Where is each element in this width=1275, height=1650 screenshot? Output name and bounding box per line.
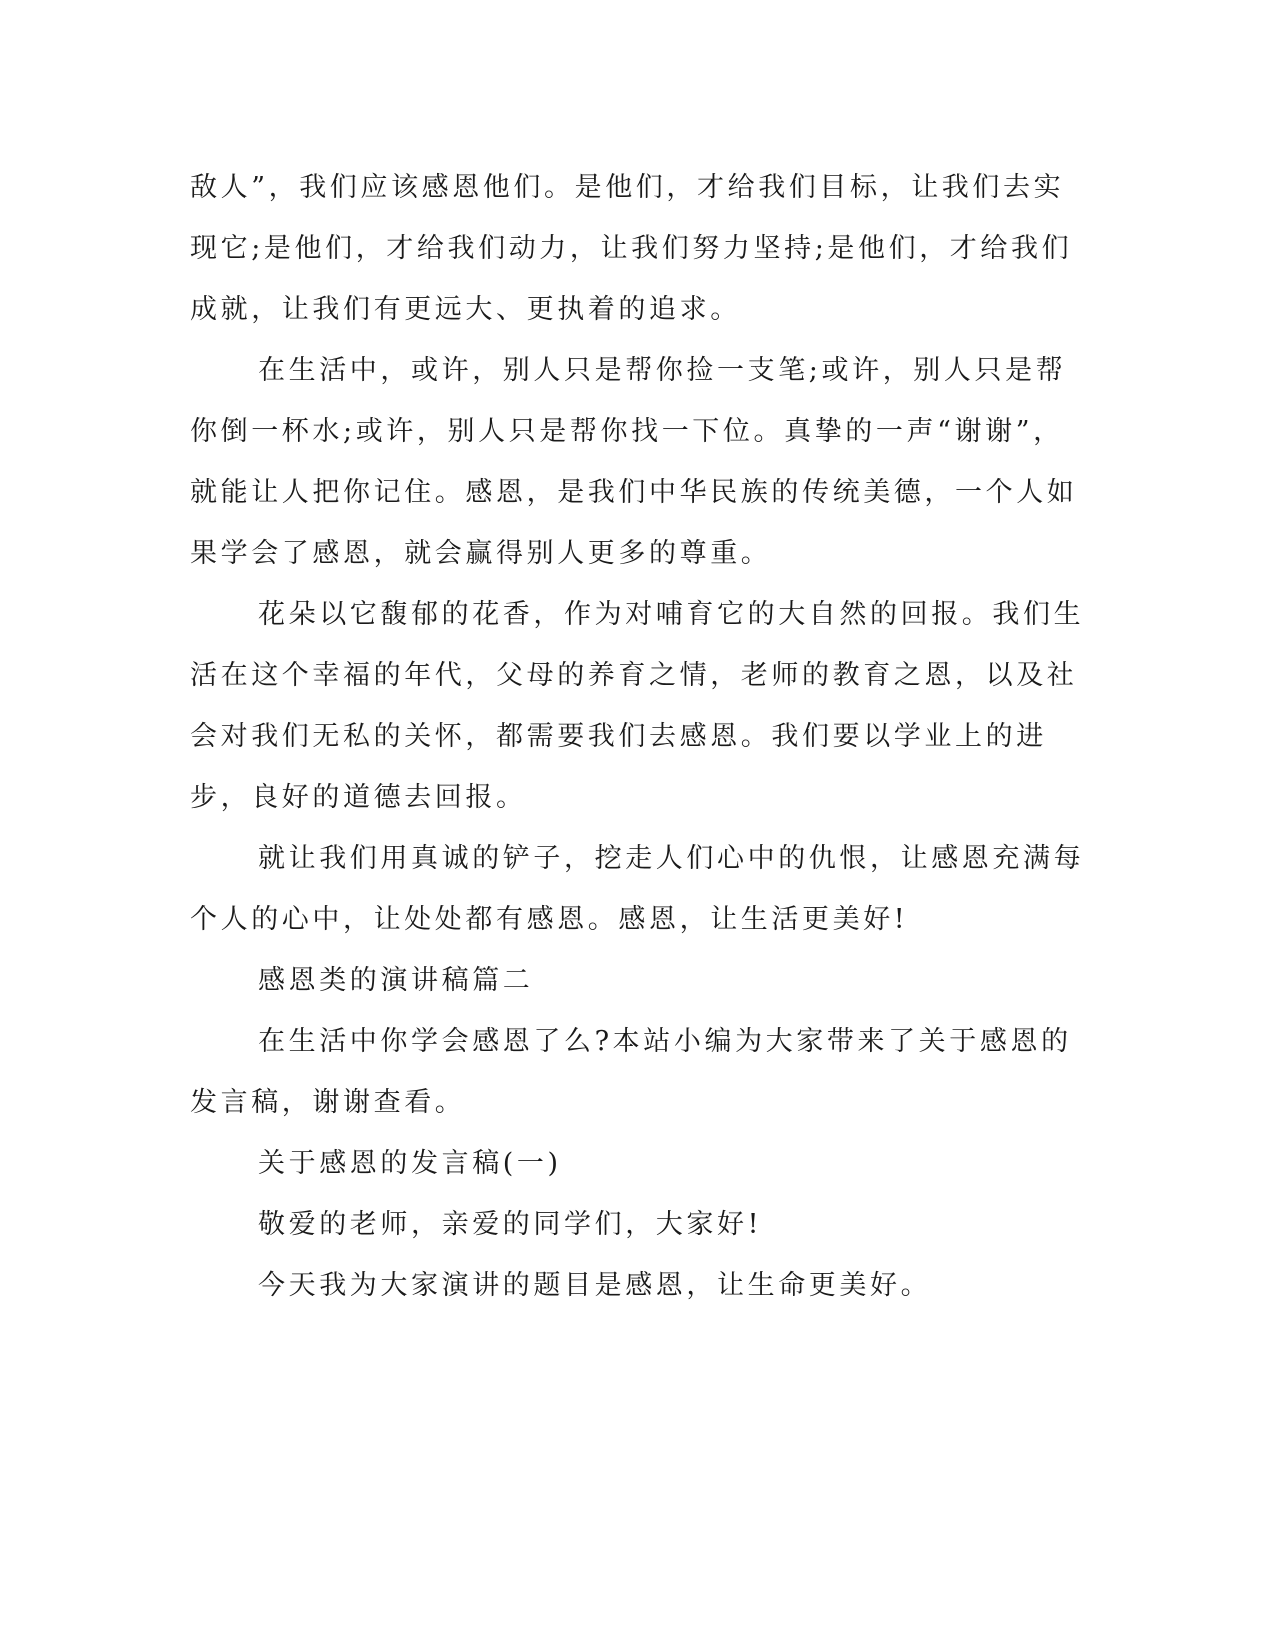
paragraph-4: 就让我们用真诚的铲子，挖走人们心中的仇恨，让感恩充满每个人的心中，让处处都有感恩。感恩，让生活更美好! xyxy=(190,843,1085,935)
paragraph-3: 花朵以它馥郁的花香，作为对哺育它的大自然的回报。我们生活在这个幸福的年代，父母的养育之情，老师的教育之恩，以及社会对我们无私的关怀，都需要我们去感恩。我们要以学业上的进步，良好的道德去回报。 xyxy=(190,599,1085,813)
speech-greeting: 敬爱的老师，亲爱的同学们，大家好! xyxy=(258,1209,763,1240)
document-body xyxy=(190,157,1090,1316)
speech-title: 关于感恩的发言稿(一) xyxy=(258,1148,562,1179)
section-heading: 感恩类的演讲稿篇二 xyxy=(258,965,534,996)
speech-topic: 今天我为大家演讲的题目是感恩，让生命更美好。 xyxy=(258,1270,932,1301)
paragraph-2: 在生活中，或许，别人只是帮你捡一支笔;或许，别人只是帮你倒一杯水;或许，别人只是帮你找一下位。真挚的一声“谢谢”，就能让人把你记住。感恩，是我们中华民族的传统美德，一个人如果学会了感恩，就会赢得别人更多的尊重。 xyxy=(190,355,1078,569)
paragraph-intro: 在生活中你学会感恩了么?本站小编为大家带来了关于感恩的发言稿，谢谢查看。 xyxy=(190,1026,1072,1118)
paragraph-1: 敌人”，我们应该感恩他们。是他们，才给我们目标，让我们去实现它;是他们，才给我们动力，让我们努力坚持;是他们，才给我们成就，让我们有更远大、更执着的追求。 xyxy=(190,172,1073,325)
